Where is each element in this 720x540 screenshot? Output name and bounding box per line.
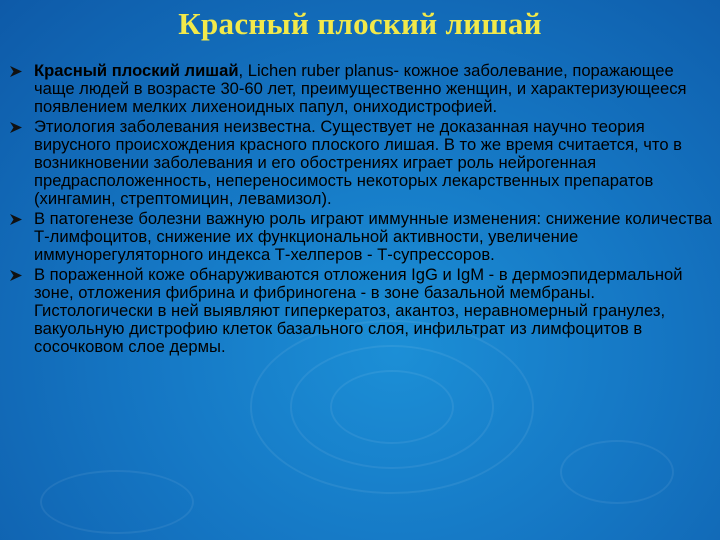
arrowhead-bullet-icon: [10, 122, 22, 133]
bullet-item: [8, 62, 714, 116]
slide-title: Красный плоский лишай: [178, 6, 542, 41]
bullet-item: [8, 118, 714, 208]
background-ripple: [560, 440, 674, 504]
arrowhead-bullet-icon: [10, 66, 22, 77]
bullet-item: [8, 210, 714, 264]
background-ripple: [40, 470, 194, 534]
bullet-text: В патогенезе болезни важную роль играют иммунные изменения: снижение количества Т-лимфоцитов, снижение их функциональной активности, увеличение иммунорегуляторного индекса Т-хелперов - Т-супрессоров.: [34, 209, 712, 264]
bullet-item: [8, 266, 714, 356]
bullet-text: Этиология заболевания неизвестна. Существует не доказанная научно теория вирусного происхождения красного плоского лишая. В то же время считается, что в возникновении заболевания и его обострениях играет роль нейрогенная предрасположенность, непереносимость некоторых лекарственных препаратов (хингамин, стрептомицин, левамизол).: [34, 117, 682, 208]
bullet-text: В пораженной коже обнаруживаются отложения IgG и IgM - в дермоэпидермальной зоне, отложения фибрина и фибриногена - в зоне базальной мембраны. Гистологически в ней выявляют гиперкератоз, акантоз, неравномерный гранулез, вакуольную дистрофию клеток базального слоя, инфильтрат из лимфоцитов в сосочковом слое дермы.: [34, 265, 683, 356]
arrowhead-bullet-icon: [10, 270, 22, 281]
bullet-text: , Lichen ruber planus- кожное заболевание, поражающее чаще людей в возрасте 30-60 лет, преимущественно женщин, и характеризующееся появлением мелких лихеноидных папул, ониходистрофией.: [34, 61, 687, 116]
bullet-list: [8, 62, 714, 358]
bullet-term: Красный плоский лишай: [34, 61, 239, 80]
arrowhead-bullet-icon: [10, 214, 22, 225]
